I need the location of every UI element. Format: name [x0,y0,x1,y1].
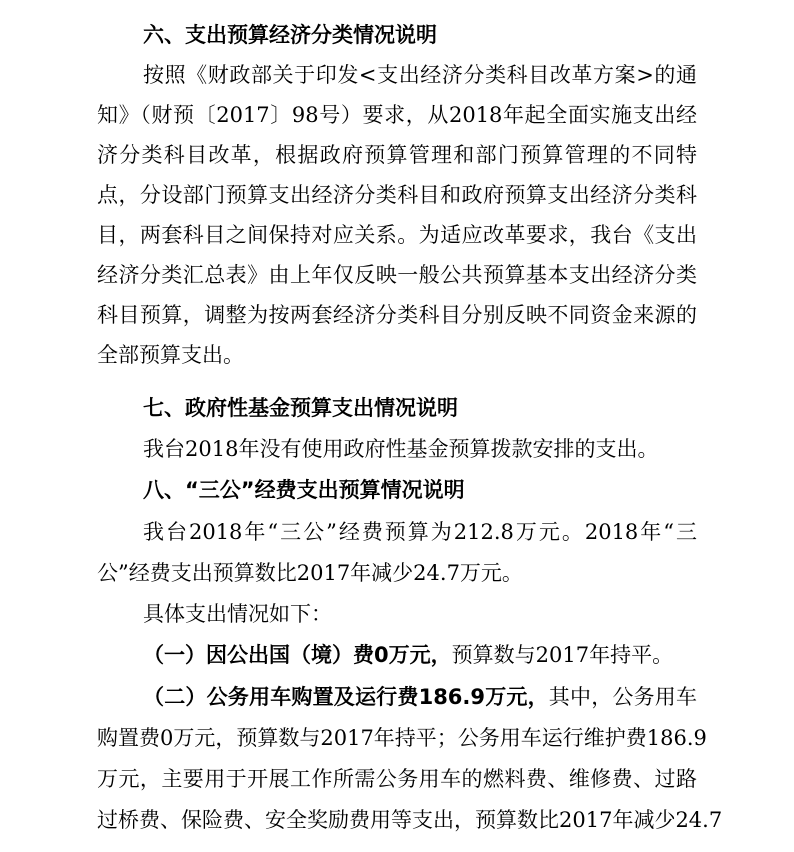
item-1-title: （一）因公出国（境）费0万元， [143,643,452,667]
paragraph-line: 具体支出情况如下： [143,602,332,626]
item-1-text: 预算数与2017年持平。 [451,643,674,667]
paragraph-line: 过桥费、保险费、安全奖励费用等支出，预算数比2017年减少24.7 [97,808,723,832]
paragraph-line: 万元，主要用于开展工作所需公务用车的燃料费、维修费、过路 [97,767,697,791]
paragraph-line: 购置费0万元，预算数与2017年持平；公务用车运行维护费186.9 [97,726,707,750]
paragraph-line: 点，分设部门预算支出经济分类科目和政府预算支出经济分类科 [97,183,697,207]
paragraph-line: 目，两套科目之间保持对应关系。为适应改革要求，我台《支出 [97,223,697,247]
paragraph-line: 知》（财预〔2017〕98号）要求，从2018年起全面实施支出经 [97,103,697,127]
item-2-title: （二）公务用车购置及运行费186.9万元， [143,685,549,709]
paragraph-line: 科目预算，调整为按两套经济分类科目分别反映不同资金来源的 [97,303,697,327]
paragraph-line: 公”经费支出预算数比2017年减少24.7万元。 [97,561,523,585]
paragraph-line: 济分类科目改革，根据政府预算管理和部门预算管理的不同特 [97,143,697,167]
paragraph-line: 我台2018年没有使用政府性基金预算拨款安排的支出。 [143,437,659,461]
paragraph-line: 按照《财政部关于印发<支出经济分类科目改革方案>的通 [143,63,697,87]
paragraph-line: 经济分类汇总表》由上年仅反映一般公共预算基本支出经济分类 [97,263,697,287]
item-2-line [143,677,697,717]
section-7-heading: 七、政府性基金预算支出情况说明 [143,396,458,420]
section-6-heading: 六、支出预算经济分类情况说明 [143,23,437,47]
item-1-line [143,635,697,675]
paragraph-line: 我台2018年“三公”经费预算为212.8万元。2018年“三 [143,520,697,544]
paragraph-line: 全部预算支出。 [97,343,244,367]
item-2-text: 其中，公务用车 [548,685,697,709]
section-8-heading: 八、“三公”经费支出预算情况说明 [143,478,465,502]
